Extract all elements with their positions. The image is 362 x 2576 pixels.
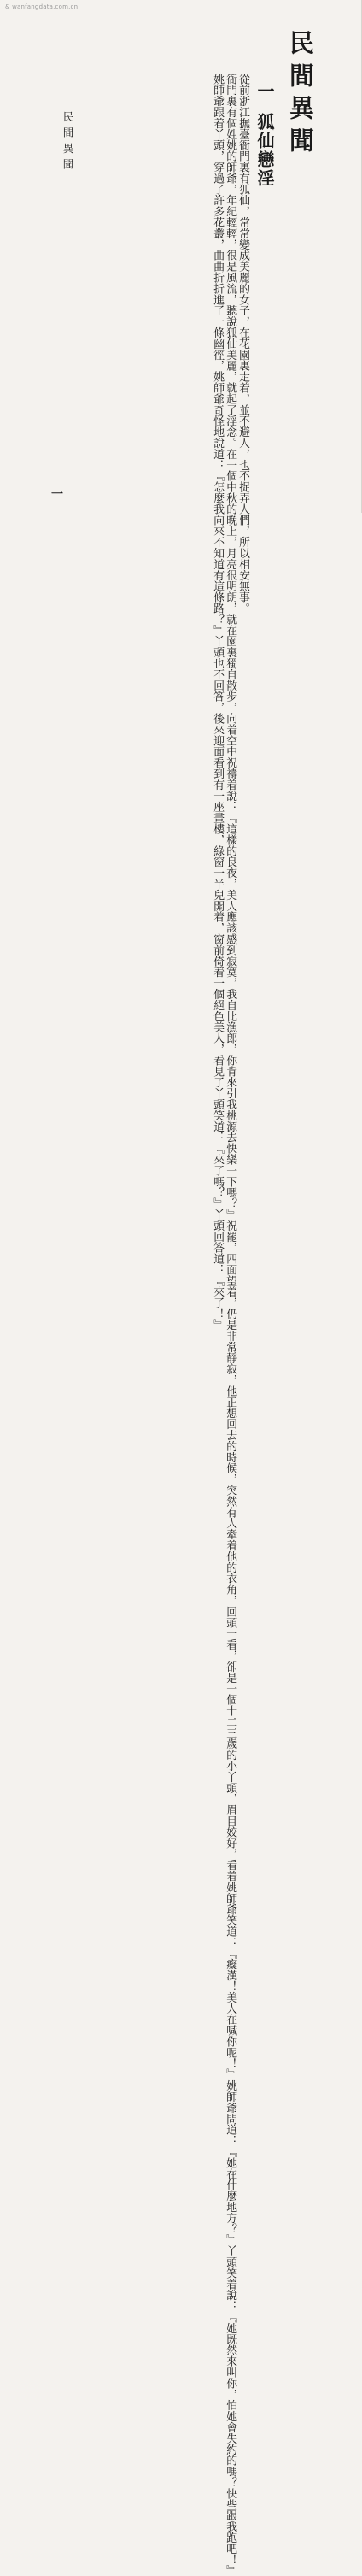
paragraph: [236, 53, 249, 615]
book-title: 民間異聞: [286, 30, 315, 160]
body-text: [210, 53, 249, 2576]
paragraph-text: 衙門裏有個姓姚的師爺，年紀輕輕，很是風流，聽說狐仙美麗，就起了淫念。在一個中秋的晚上，月亮很明朗，就在園裏獨自散步，向着空中祝禱着說：『這樣的良夜，美人應該感到寂寞，我自比漁郎，你肯來引我桃源去快樂一下嗎？』祝罷，四面望着，仍是非常靜寂，他正想回去的時候，突然有人牽着他的衣角，回頭一看，卻是一個十二三歲的小丫頭，眉目姣好，看着姚師爺笑道：『癡漢！美人在喊你呢！』姚師爺問道：『她在什麼地方？』丫頭笑着說：『她既然來叫你，怕她會失約的嗎？快些跟我跑吧！』: [224, 74, 237, 2576]
chapter-number: 一: [254, 82, 275, 101]
watermark: & wanfangdata.com.cn: [5, 3, 79, 10]
running-title: 民間異聞: [61, 111, 74, 174]
paragraph-text: 姚師爺跟着丫頭，穿過了許多花叢，曲曲折折進了一條幽徑，姚師爺奇怪地說道：『怎麼我向來不知道有這條路？』丫頭也不回答，後來迎面看到有一座畫樓，綠窗一半兒開着，窗前倚着一個絕色美人，看見了丫頭笑道：『來了嗎？』丫頭回答道：『來了！』: [211, 74, 225, 1331]
paragraph: [210, 53, 225, 1331]
paragraph: [223, 53, 237, 2576]
chapter-heading: [254, 82, 275, 188]
paragraph-text: 從前浙江撫臺衙門裏有狐仙，常常變成美麗的女子，在花園裏走着，並不避人，也不捉弄人們，所以相安無事。: [236, 74, 249, 615]
chapter-title: 狐仙戀淫: [254, 113, 275, 188]
page-number: 一: [51, 488, 63, 502]
